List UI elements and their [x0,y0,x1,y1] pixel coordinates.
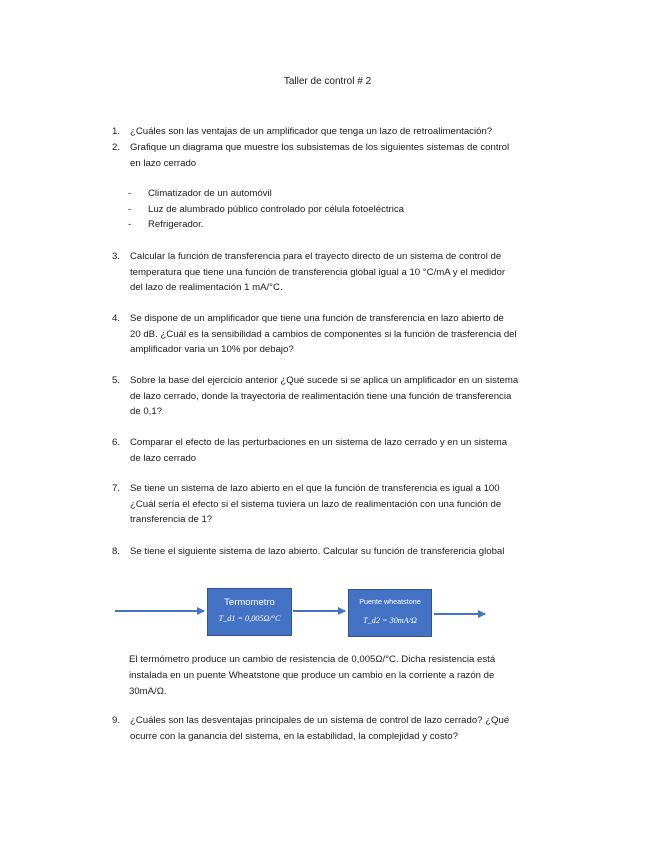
question-line: Se dispone de un amplificador que tiene una función de transferencia en lazo abierto de [130,313,504,324]
question-number: 3. [112,251,121,262]
question-line: en lazo cerrado [130,157,197,169]
question-line: del lazo de realimentación 1 mA/°C. [130,282,283,294]
question-number: 2. [112,142,121,153]
diagram-description [129,652,579,699]
question-line: Sobre la base del ejercicio anterior ¿Qué sucede si se aplica un amplificador en un sistema [130,375,519,386]
question-8 [112,544,572,560]
page-title: Taller de control # 2 [283,76,372,87]
question-line: temperatura que tiene una función de transferencia global igual a 10 °C/mA y el medidor [130,266,506,278]
sub-item [128,217,203,233]
sub-item-text: Climatizador de un automóvil [148,188,272,199]
block-label: Puente wheatstone [359,597,421,606]
question-line: de 0,1? [130,406,163,418]
question-7 [112,481,572,528]
paragraph-line: instalada en un puente Wheatstone que produce un cambio en la corriente a razón de [129,669,495,681]
sub-item [128,186,272,202]
question-line: de lazo cerrado, donde la trayectoria de realimentación tiene una función de transferencia [130,390,512,402]
wheatstone-block [348,589,432,637]
question-line: 20 dB. ¿Cuál es la sensibilidad a cambios de componentes si la función de trasferencia del [130,328,517,340]
question-number: 4. [112,313,121,324]
question-line: amplificador varia un 10% por debajo? [130,344,294,356]
question-9 [112,713,572,744]
question-line: Grafique un diagrama que muestre los subsistemas de los siguientes sistemas de control [130,142,510,153]
question-line: transferencia de 1? [130,514,213,526]
sub-item-text: Luz de alumbrado público controlado por célula fotoeléctrica [148,204,404,215]
question-number: 1. [112,126,121,137]
block-formula: T_d1 = 0,005Ω/°C [218,614,281,623]
paragraph-line: El termómetro produce un cambio de resistencia de 0,005Ω/°C. Dicha resistencia está [129,654,496,665]
paragraph-line: 30mA/Ω. [129,685,167,697]
question-number: 9. [112,715,121,726]
question-line: ¿Cuáles son las ventajas de un amplificador que tenga un lazo de retroalimentación? [130,126,493,137]
question-line: Calcular la función de transferencia para el trayecto directo de un sistema de control de [130,251,502,262]
dash-bullet: - [128,204,132,215]
question-line: ¿Cuál sería el efecto si el sistema tuviera un lazo de realimentación con una función de [130,498,502,510]
block-label: Termometro [224,597,275,608]
sub-item [128,202,404,218]
question-line: ocurre con la ganancia del sistema, en la estabilidad, la complejidad y costo? [130,730,458,742]
dash-bullet: - [128,219,132,230]
question-number: 5. [112,375,121,386]
question-3 [112,249,572,296]
question-line: Se tiene un sistema de lazo abierto en el que la función de transferencia es igual a 100 [130,483,500,494]
question-6 [112,435,572,466]
question-number: 8. [112,546,121,557]
question-line: Se tiene el siguiente sistema de lazo abierto. Calcular su función de transferencia global [130,546,505,557]
question-5 [112,373,572,420]
question-2 [112,140,572,171]
block-formula: T_d2 = 30mA/Ω [363,616,417,625]
question-number: 6. [112,437,121,448]
sub-item-text: Refrigerador. [148,219,204,230]
question-1 [112,124,572,140]
termometro-block [207,588,292,636]
question-number: 7. [112,483,121,494]
question-line: Comparar el efecto de las perturbaciones en un sistema de lazo cerrado y en un sistema [130,437,508,448]
question-4 [112,311,572,358]
question-line: ¿Cuáles son las desventajas principales de un sistema de control de lazo cerrado? ¿Qué [130,715,510,726]
question-line: de lazo cerrado [130,452,197,464]
dash-bullet: - [128,188,132,199]
